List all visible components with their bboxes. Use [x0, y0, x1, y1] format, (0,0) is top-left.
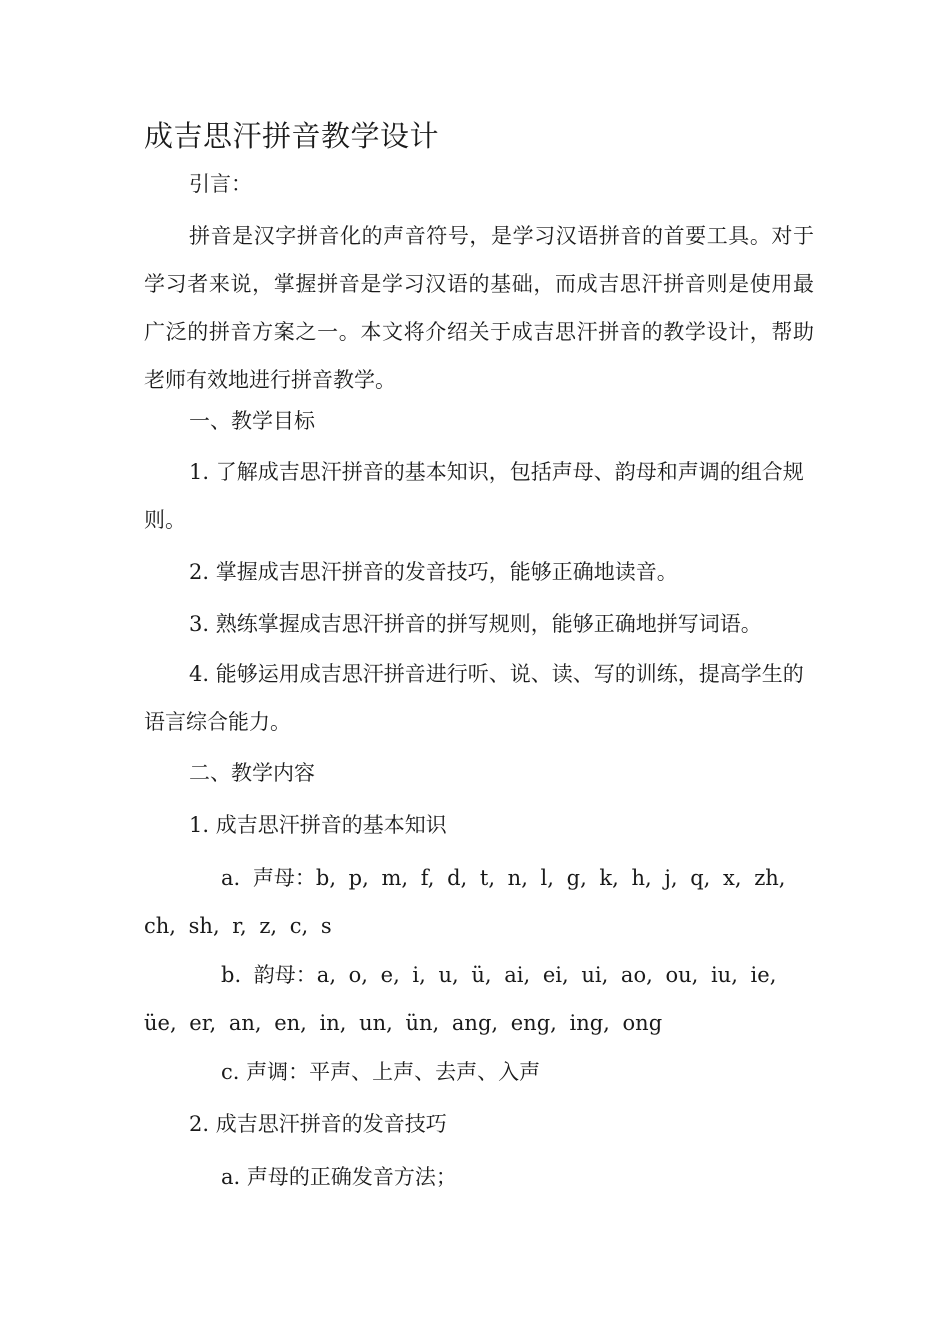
content-item-1: 1. 成吉思汗拼音的基本知识 — [189, 813, 447, 837]
intro-paragraph: 拼音是汉字拼音化的声音符号，是学习汉语拼音的首要工具。对于学习者来说，掌握拼音是学习汉语的基础，而成吉思汗拼音则是使用最广泛的拼音方案之一。本文将介绍关于成吉思汗拼音的教学设计，帮助老师有效地进行拼音教学。 — [144, 224, 814, 392]
tones-list: c. 声调：平声、上声、去声、入声 — [221, 1060, 541, 1084]
document-title: 成吉思汗拼音教学设计 — [144, 119, 440, 153]
initials-list: a. 声母：b, p, m, f, d, t, n, l, g, k, h, j, q, x, zh, ch, sh, r, z, c, s — [144, 866, 786, 938]
pronunciation-item-a: a. 声母的正确发音方法； — [221, 1165, 457, 1189]
finals-list: b. 韵母：a, o, e, i, u, ü, ai, ei, ui, ao, ou, iu, ie, üe, er, an, en, in, un, ün, ang, eng, ing, ong — [144, 963, 777, 1035]
intro-heading: 引言： — [189, 172, 252, 196]
section-heading-goals: 一、教学目标 — [189, 409, 315, 433]
section-heading-content: 二、教学内容 — [189, 761, 315, 785]
goal-item-2: 2. 掌握成吉思汗拼音的发音技巧，能够正确地读音。 — [189, 560, 678, 584]
content-item-2: 2. 成吉思汗拼音的发音技巧 — [189, 1112, 447, 1136]
goal-item-1: 1. 了解成吉思汗拼音的基本知识，包括声母、韵母和声调的组合规则。 — [144, 460, 804, 532]
goal-item-3: 3. 熟练掌握成吉思汗拼音的拼写规则，能够正确地拼写词语。 — [189, 612, 762, 636]
goal-item-4: 4. 能够运用成吉思汗拼音进行听、说、读、写的训练，提高学生的语言综合能力。 — [144, 662, 804, 734]
